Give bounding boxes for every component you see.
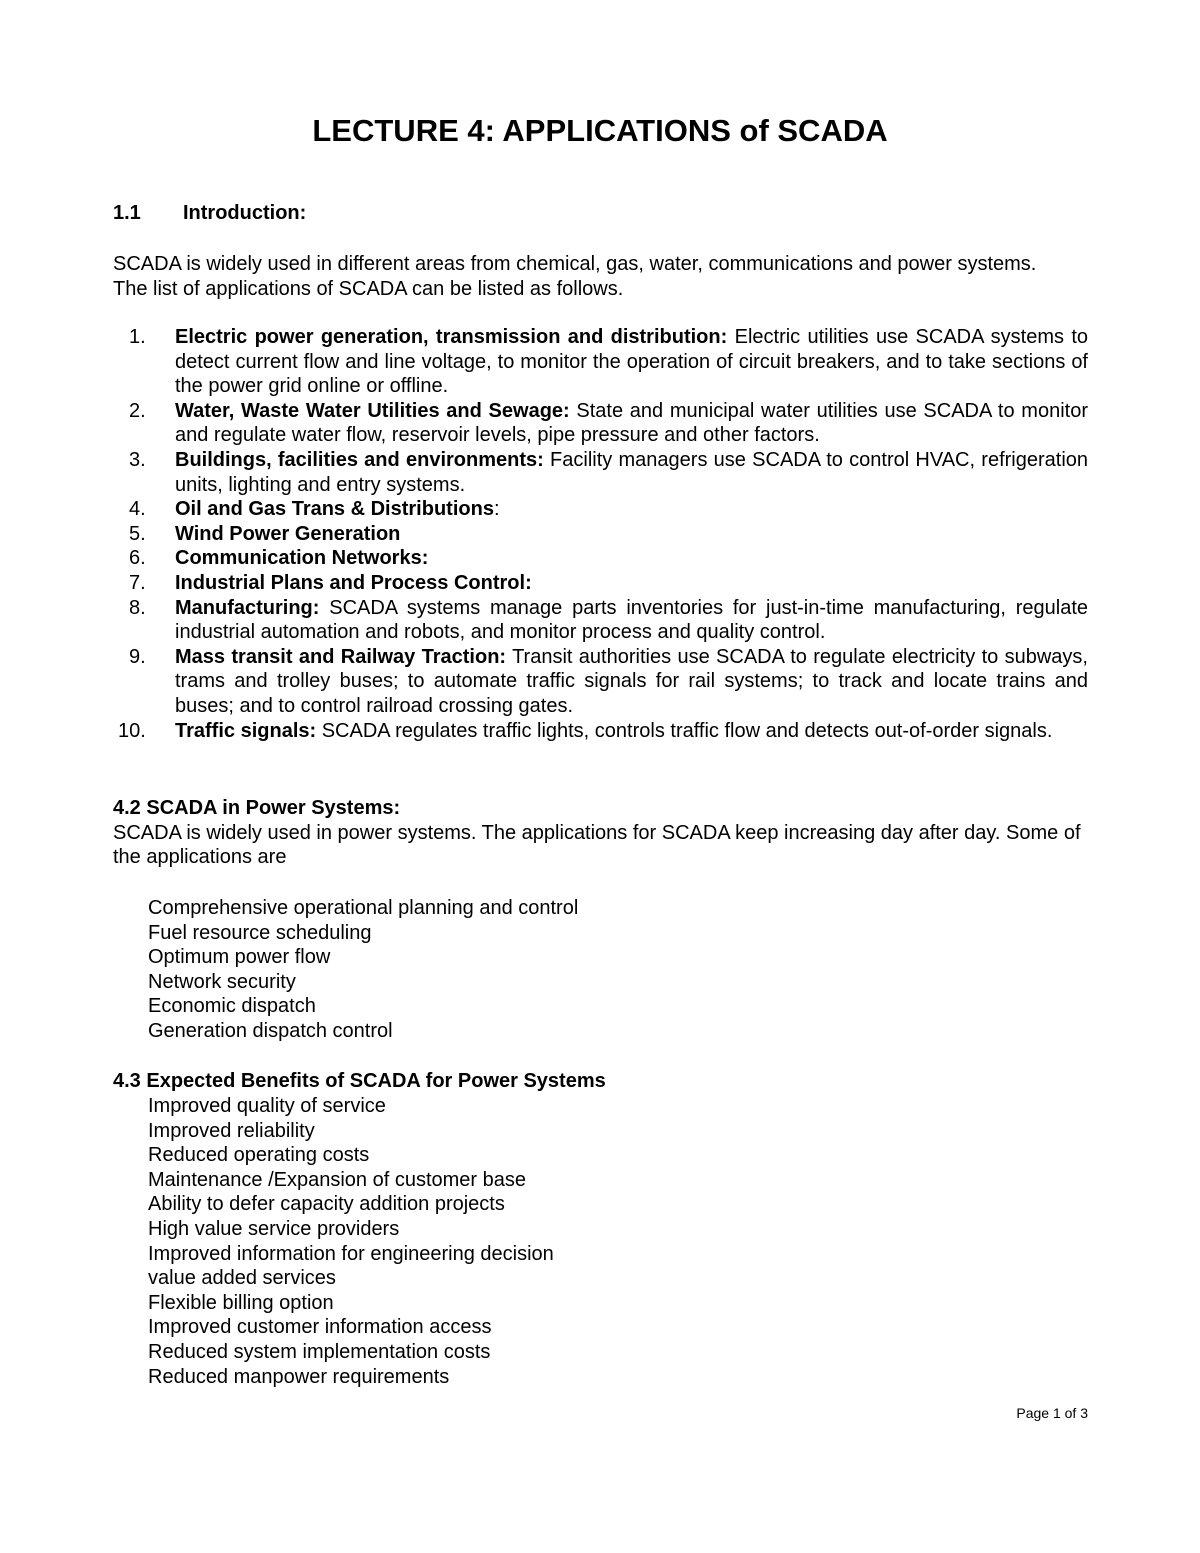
list-item	[113, 522, 1088, 547]
list-item-title: Communication Networks:	[175, 547, 429, 570]
list-item	[113, 571, 1088, 596]
intro-section-number: 1.1	[113, 202, 141, 224]
list-number: 5.	[129, 522, 146, 545]
list-item: Generation dispatch control	[148, 1019, 393, 1042]
list-item-title: Buildings, facilities and environments:	[175, 448, 544, 471]
list-number: 6.	[129, 547, 146, 570]
list-item-title: Manufacturing:	[175, 596, 320, 619]
list-item	[113, 399, 1088, 448]
power-systems-heading: 4.2 SCADA in Power Systems:	[113, 797, 401, 819]
list-number: 2.	[129, 399, 146, 422]
list-number: 1.	[129, 326, 146, 348]
list-item: Ability to defer capacity addition projects	[148, 1193, 505, 1216]
list-item-text: :	[493, 498, 500, 521]
list-number: 7.	[129, 571, 146, 594]
applications-list	[113, 325, 1088, 743]
list-item: Reduced manpower requirements	[148, 1365, 450, 1388]
list-item: Reduced operating costs	[148, 1144, 370, 1167]
list-number: 4.	[129, 498, 146, 521]
list-item: value added services	[148, 1267, 336, 1290]
list-item: Improved quality of service	[148, 1095, 386, 1117]
page-number: Page 1 of 3	[1016, 1405, 1088, 1421]
list-item	[113, 719, 1088, 744]
list-item-text: Transit authorities use SCADA to regulate electricity to subways, trams and trolley buses; to automate traffic signals for rail systems; to track and locate trains and buses; and to control railroad crossing gates.	[175, 645, 1088, 717]
list-item: Comprehensive operational planning and control	[148, 897, 579, 919]
list-item: High value service providers	[148, 1217, 400, 1240]
page-title: LECTURE 4: APPLICATIONS of SCADA	[312, 113, 888, 148]
list-item	[113, 546, 1088, 571]
list-item: Flexible billing option	[148, 1291, 334, 1314]
list-item-title: Wind Power Generation	[175, 522, 401, 545]
list-item	[113, 645, 1088, 719]
benefits-heading: 4.3 Expected Benefits of SCADA for Power Systems	[113, 1070, 606, 1092]
list-number: 10.	[118, 719, 146, 742]
list-item: Improved information for engineering decision	[148, 1242, 554, 1265]
list-item	[113, 596, 1088, 645]
list-item-text: Electric utilities use SCADA systems to detect current flow and line voltage, to monitor the operation of circuit breakers, and to take sections of the power grid online or offline.	[175, 326, 1089, 398]
list-number: 8.	[129, 596, 146, 619]
list-item	[113, 497, 1088, 522]
list-item: Improved reliability	[148, 1119, 315, 1142]
list-item	[113, 448, 1088, 497]
power-systems-paragraph: SCADA is widely used in power systems. The applications for SCADA keep increasing day after day. Some of the applications are	[113, 821, 1081, 869]
list-item: Fuel resource scheduling	[148, 921, 372, 944]
intro-heading-text: Introduction:	[183, 202, 307, 224]
list-item-title: Water, Waste Water Utilities and Sewage:	[175, 399, 570, 422]
list-item: Maintenance /Expansion of customer base	[148, 1168, 526, 1191]
list-number: 9.	[129, 645, 146, 668]
list-item-title: Electric power generation, transmission and distribution:	[175, 326, 728, 348]
intro-paragraph: SCADA is widely used in different areas from chemical, gas, water, communications and power systems. The list of applications of SCADA can be listed as follows.	[113, 253, 1037, 300]
list-item-text: SCADA regulates traffic lights, controls traffic flow and detects out-of-order signals.	[316, 719, 1053, 742]
list-item: Economic dispatch	[148, 995, 316, 1018]
list-number: 3.	[129, 448, 146, 471]
power-systems-section	[113, 796, 1088, 870]
list-item	[113, 325, 1088, 399]
list-item-title: Mass transit and Railway Traction:	[175, 645, 507, 668]
list-item: Network security	[148, 970, 296, 993]
list-item-title: Traffic signals:	[175, 719, 317, 742]
benefits-list	[148, 1094, 554, 1389]
list-item-text: Facility managers use SCADA to control HVAC, refrigeration units, lighting and entry systems.	[175, 448, 1089, 496]
list-item-text: SCADA systems manage parts inventories for just-in-time manufacturing, regulate industrial automation and robots, and monitor process and quality control.	[175, 596, 1088, 644]
list-item-title: Industrial Plans and Process Control:	[175, 571, 532, 594]
list-item: Optimum power flow	[148, 946, 331, 969]
list-item: Reduced system implementation costs	[148, 1340, 491, 1363]
list-item: Improved customer information access	[148, 1316, 492, 1339]
power-applications-list	[148, 896, 578, 1044]
list-item-text: State and municipal water utilities use SCADA to monitor and regulate water flow, reservoir levels, pipe pressure and other factors.	[175, 399, 1088, 447]
list-item-title: Oil and Gas Trans & Distributions	[175, 498, 494, 521]
